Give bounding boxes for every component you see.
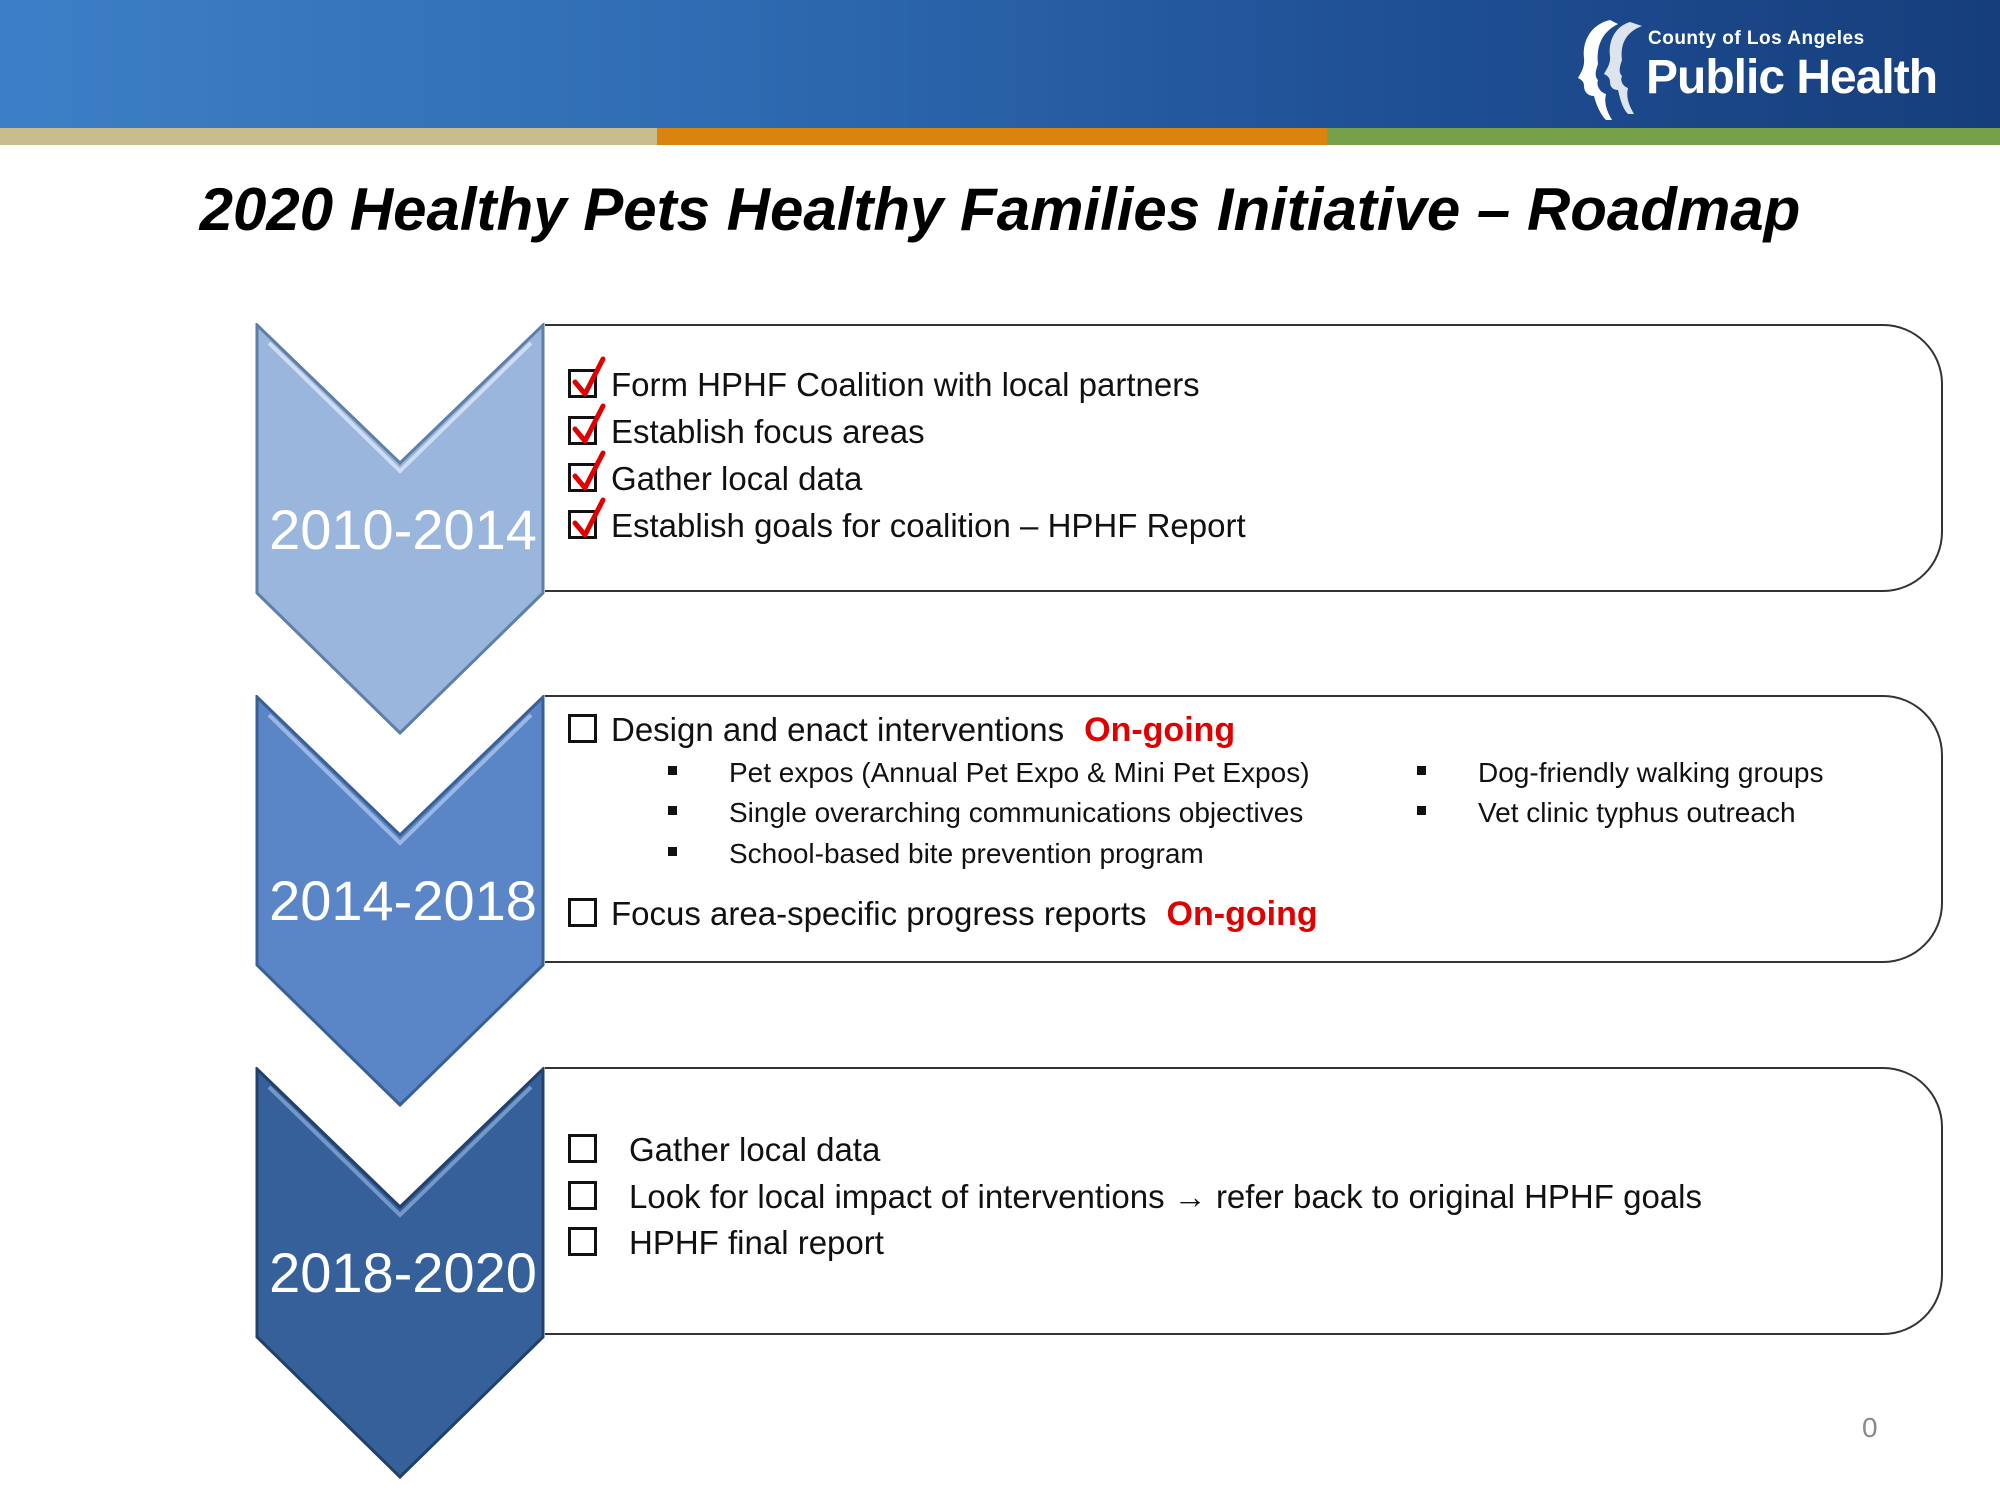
checkmark-icon — [572, 497, 606, 539]
page-title: 2020 Healthy Pets Healthy Families Initiative – Roadmap — [199, 176, 1801, 243]
sub-bullet-text: Dog-friendly walking groups — [1478, 757, 1824, 788]
list-item-text: HPHF final report — [629, 1224, 884, 1261]
list-item-text: Form HPHF Coalition with local partners — [611, 366, 1200, 403]
checkbox-icon — [568, 714, 597, 743]
checkbox-icon — [568, 898, 597, 927]
phase-box-2010-2014 — [545, 324, 1943, 592]
checkbox-icon — [568, 510, 597, 539]
list-item-text: Establish focus areas — [611, 413, 925, 450]
sub-bullet-text: Vet clinic typhus outreach — [1478, 797, 1796, 828]
list-item — [568, 1178, 1702, 1216]
checkbox-icon — [568, 1181, 597, 1210]
header-stripe-orange — [657, 128, 1327, 145]
header-stripe-green — [1327, 128, 2000, 145]
sub-bullet-text: School-based bite prevention program — [729, 838, 1204, 869]
header-stripe-tan — [0, 128, 657, 145]
phase-year-label: 2018-2020 — [269, 1241, 537, 1304]
sub-bullet-text: Pet expos (Annual Pet Expo & Mini Pet Expos) — [729, 757, 1310, 788]
sub-bullet-item — [1417, 797, 1796, 829]
sub-bullet-item — [668, 838, 1204, 870]
list-item — [568, 460, 862, 498]
list-item — [568, 366, 1200, 404]
sub-bullet-text: Single overarching communications objectives — [729, 797, 1304, 828]
list-item — [568, 1131, 880, 1169]
phase-year-label: 2010-2014 — [269, 498, 537, 561]
list-item — [568, 413, 925, 451]
checkbox-icon — [568, 1134, 597, 1163]
bullet-icon — [1417, 766, 1426, 775]
list-item-text: Focus area-specific progress reports — [611, 895, 1147, 932]
bullet-icon — [1417, 806, 1426, 815]
public-health-logo — [1570, 14, 1938, 124]
checkbox-icon — [568, 1227, 597, 1256]
profiles-logo-icon — [1570, 14, 1650, 124]
checkbox-icon — [568, 416, 597, 445]
checkbox-icon — [568, 463, 597, 492]
list-item-text: Design and enact interventions — [611, 711, 1065, 748]
status-badge: On-going — [1166, 895, 1318, 933]
checkmark-icon — [572, 356, 606, 398]
sub-bullet-item — [668, 757, 1310, 789]
page-number: 0 — [1862, 1412, 1878, 1443]
logo-county-text: County of Los Angeles — [1648, 28, 1865, 49]
phase-year-label: 2014-2018 — [269, 869, 537, 932]
sub-bullet-item — [1417, 757, 1824, 789]
list-item-text: Establish goals for coalition – HPHF Report — [611, 507, 1246, 544]
bullet-icon — [668, 766, 677, 775]
logo-public-health-text: Public Health — [1646, 51, 1938, 104]
list-item — [568, 1224, 884, 1262]
status-badge: On-going — [1084, 711, 1236, 749]
list-item-text: Gather local data — [611, 460, 863, 497]
sub-bullet-item — [668, 797, 1303, 829]
list-item-text: Look for local impact of interventions → refer back to original HPHF goals — [629, 1178, 1702, 1215]
checkmark-icon — [572, 403, 606, 445]
bullet-icon — [668, 847, 677, 856]
bullet-icon — [668, 806, 677, 815]
list-item-text: Gather local data — [629, 1131, 881, 1168]
list-item — [568, 711, 1235, 750]
list-item — [568, 895, 1318, 934]
checkmark-icon — [572, 450, 606, 492]
checkbox-icon — [568, 369, 597, 398]
list-item — [568, 507, 1246, 545]
